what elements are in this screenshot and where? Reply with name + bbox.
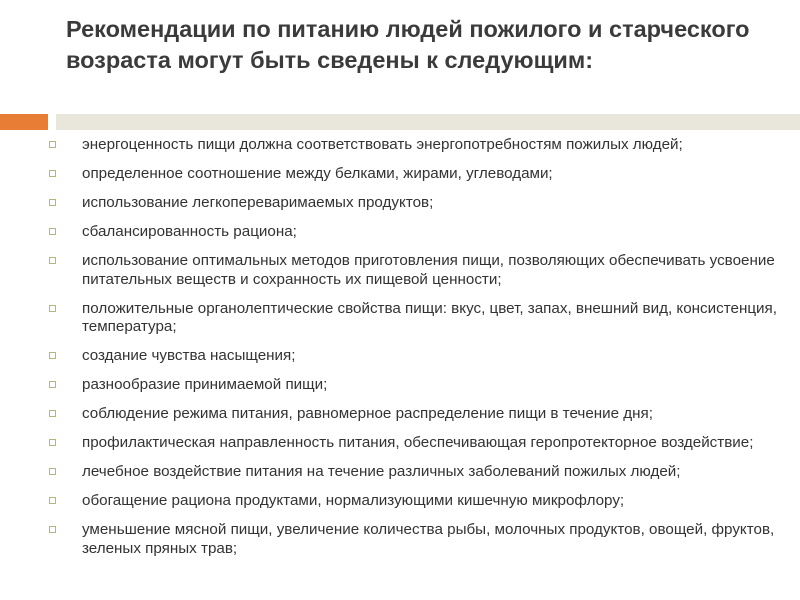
bullet-square-icon: [49, 228, 56, 235]
list-item-text: соблюдение режима питания, равномерное распределение пищи в течение дня;: [82, 405, 653, 422]
list-item: [0, 521, 800, 558]
bullet-square-icon: [49, 439, 56, 446]
list-item: [0, 223, 800, 242]
bullet-square-icon: [49, 199, 56, 206]
list-item-text: обогащение рациона продуктами, нормализующими кишечную микрофлору;: [82, 492, 625, 509]
list-item: [0, 300, 800, 337]
bullet-square-icon: [49, 497, 56, 504]
bullet-square-icon: [49, 468, 56, 475]
list-item-text: лечебное воздействие питания на течение различных заболеваний пожилых людей;: [82, 463, 681, 480]
list-item: [0, 194, 800, 213]
list-item: [0, 376, 800, 395]
bullet-square-icon: [49, 170, 56, 177]
list-item-text: разнообразие принимаемой пищи;: [82, 376, 328, 393]
bullet-square-icon: [49, 526, 56, 533]
list-item: [0, 252, 800, 289]
bullet-square-icon: [49, 352, 56, 359]
list-item-text: использование оптимальных методов приготовления пищи, позволяющих обеспечивать усвоение питательных веществ и сохранность их пищевой ценности;: [82, 252, 775, 288]
list-item-text: определенное соотношение между белками, жирами, углеводами;: [82, 165, 553, 182]
list-item-text: создание чувства насыщения;: [82, 347, 296, 364]
bullet-square-icon: [49, 305, 56, 312]
list-item: [0, 405, 800, 424]
list-item-text: использование легкопереваримаемых продуктов;: [82, 194, 434, 211]
list-item: [0, 434, 800, 453]
list-item: [0, 136, 800, 155]
list-item: [0, 463, 800, 482]
list-item-text: уменьшение мясной пищи, увеличение количества рыбы, молочных продуктов, овощей, фруктов, зеленых пряных трав;: [82, 521, 775, 557]
bullet-square-icon: [49, 257, 56, 264]
list-item: [0, 492, 800, 511]
recommendations-list: [0, 136, 800, 569]
title-divider-bar: [56, 114, 800, 130]
list-item: [0, 165, 800, 184]
list-item: [0, 347, 800, 366]
list-item-text: профилактическая направленность питания, обеспечивающая геропротекторное воздействие;: [82, 434, 754, 451]
list-item-text: сбалансированность рациона;: [82, 223, 297, 240]
list-item-text: энергоценность пищи должна соответствовать энергопотребностям пожилых людей;: [82, 136, 683, 153]
title-accent-bar: [0, 114, 48, 130]
slide-title: Рекомендации по питанию людей пожилого и старческого возраста могут быть сведены к следующим:: [66, 16, 750, 73]
bullet-square-icon: [49, 141, 56, 148]
list-item-text: положительные органолептические свойства пищи: вкус, цвет, запах, внешний вид, консистенция, температура;: [82, 299, 777, 335]
bullet-square-icon: [49, 410, 56, 417]
bullet-square-icon: [49, 381, 56, 388]
